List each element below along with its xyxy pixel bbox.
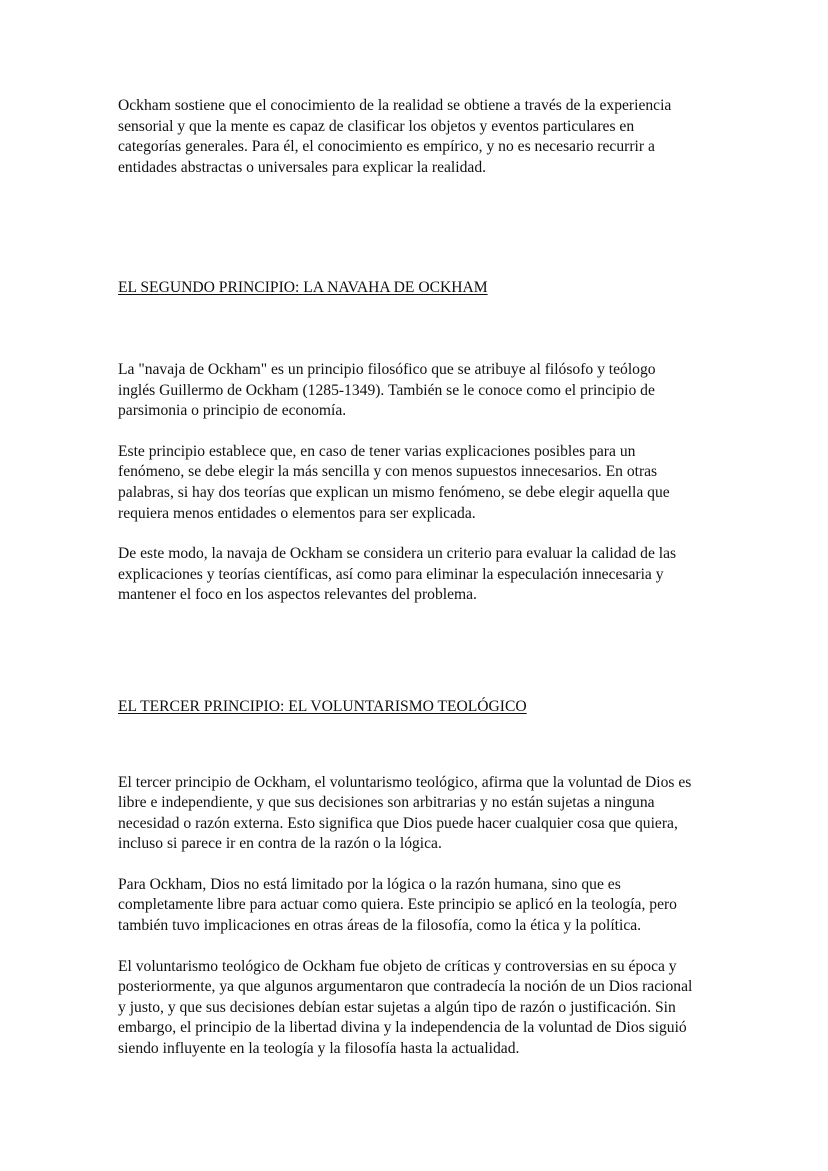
- paragraph: El voluntarismo teológico de Ockham fue objeto de críticas y controversias en su época y posteriormente, ya que algunos argumentaron que contradecía la noción de un Dios racional y justo, y que sus decisiones debían estar sujetas a algún tipo de razón o justificación. Sin embargo, el principio de la libertad divina y la independencia de la voluntad de Dios siguió siendo influyente en la teología y la filosofía hasta la actualidad.: [118, 957, 693, 1058]
- document-page: [118, 96, 696, 1060]
- paragraph: Para Ockham, Dios no está limitado por la lógica o la razón humana, sino que es completamente libre para actuar como quiera. Este principio se aplicó en la teología, pero también tuvo implicaciones en otras áreas de la filosofía, como la ética y la política.: [118, 875, 677, 935]
- paragraph: El tercer principio de Ockham, el voluntarismo teológico, afirma que la voluntad de Dios es libre e independiente, y que sus decisiones son arbitrarias y no están sujetas a ninguna necesidad o razón externa. Esto significa que Dios puede hacer cualquier cosa que quiera, incluso si parece ir en contra de la razón o la lógica.: [118, 773, 692, 853]
- paragraph: La "navaja de Ockham" es un principio filosófico que se atribuye al filósofo y teólogo inglés Guillermo de Ockham (1285-1349). También se le conoce como el principio de parsimonia o principio de economía.: [118, 360, 656, 420]
- paragraph: Este principio establece que, en caso de tener varias explicaciones posibles para un fenómeno, se debe elegir la más sencilla y con menos supuestos innecesarios. En otras palabras, si hay dos teorías que explican un mismo fenómeno, se debe elegir aquella que requiera menos entidades o elementos para ser explicada.: [118, 442, 670, 522]
- section-heading-voluntarismo: EL TERCER PRINCIPIO: EL VOLUNTARISMO TEOLÓGICO: [118, 697, 527, 715]
- paragraph: De este modo, la navaja de Ockham se considera un criterio para evaluar la calidad de las explicaciones y teorías científicas, así como para eliminar la especulación innecesaria y mantener el foco en los aspectos relevantes del problema.: [118, 545, 677, 604]
- intro-paragraph: Ockham sostiene que el conocimiento de la realidad se obtiene a través de la experiencia sensorial y que la mente es capaz de clasificar los objetos y eventos particulares en categorías generales. Para él, el conocimiento es empírico, y no es necesario recurrir a entidades abstractas o universales para explicar la realidad.: [118, 97, 672, 176]
- section-heading-navaja: EL SEGUNDO PRINCIPIO: LA NAVAHA DE OCKHAM: [118, 279, 488, 297]
